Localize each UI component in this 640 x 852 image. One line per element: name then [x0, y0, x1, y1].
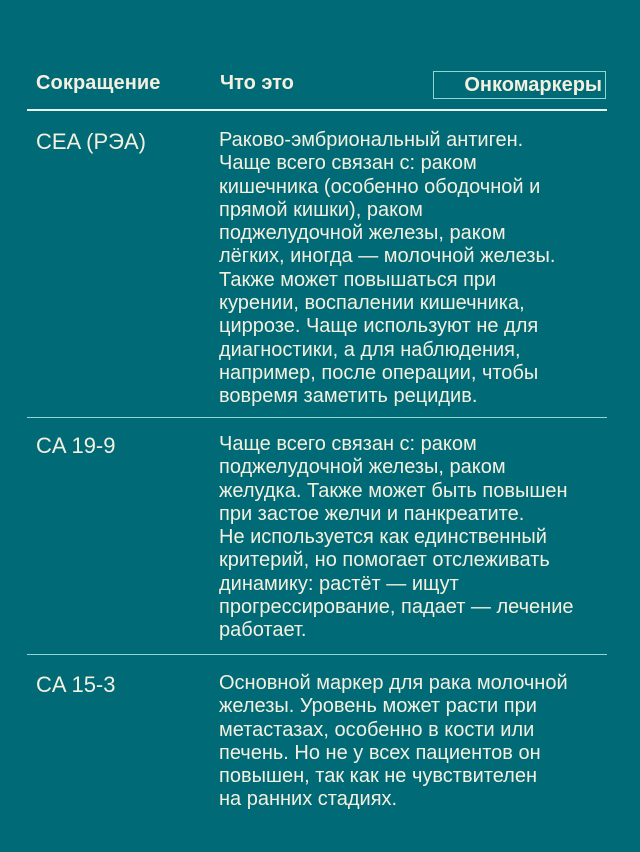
description-line: кишечника (особенно ободочной и	[219, 175, 541, 198]
description-line: при застое желчи и панкреатите.	[219, 502, 525, 525]
description-line: вовремя заметить рецидив.	[219, 385, 478, 408]
description-line: критерий, но помогает отслеживать	[219, 549, 550, 572]
description-line: поджелудочной железы, раком	[219, 222, 506, 245]
description-line: метастазах, особенно в кости или	[219, 718, 535, 741]
description-line: поджелудочной железы, раком	[219, 456, 506, 479]
row-divider	[27, 654, 607, 655]
description-line: прямой кишки), раком	[219, 198, 423, 221]
description-line: желудка. Также может быть повышен	[219, 479, 568, 502]
description-line: Чаще всего связан с: раком	[219, 152, 477, 175]
description-line: Также может повышаться при	[219, 268, 497, 291]
description-line: Не используется как единственный	[219, 526, 547, 549]
description-line: например, после операции, чтобы	[219, 361, 539, 384]
description-line: Основной маркер для рака молочной	[219, 672, 568, 694]
header-divider	[27, 109, 607, 111]
marker-abbreviation: CEA (РЭА)	[36, 129, 146, 154]
marker-description	[219, 433, 634, 643]
marker-description	[219, 672, 634, 812]
description-line: на ранних стадиях.	[219, 788, 398, 811]
marker-description	[219, 129, 634, 409]
description-line: лёгких, иногда — молочной железы.	[219, 245, 556, 268]
description-line: работает.	[219, 619, 307, 642]
description-line: железы. Уровень может расти при	[219, 695, 537, 718]
description-line: прогрессирование, падает — лечение	[219, 596, 574, 619]
row-divider	[27, 417, 607, 418]
description-line: Раково-эмбриональный антиген.	[219, 129, 524, 151]
marker-abbreviation: CA 19-9	[36, 433, 116, 458]
description-line: печень. Но не у всех пациентов он	[219, 741, 541, 764]
column-header-description: Что это	[220, 72, 294, 94]
column-header-abbreviation: Сокращение	[36, 72, 161, 94]
table-header	[0, 0, 640, 111]
description-line: циррозе. Чаще используют не для	[219, 315, 539, 338]
description-line: повышен, так как не чувствителен	[219, 765, 537, 788]
description-line: диагностики, а для наблюдения,	[219, 338, 521, 361]
marker-abbreviation: CA 15-3	[36, 672, 116, 697]
description-line: динамику: растёт — ищут	[219, 572, 459, 595]
description-line: Чаще всего связан с: раком	[219, 433, 477, 455]
description-line: курении, воспалении кишечника,	[219, 292, 525, 315]
category-tag: Онкомаркеры	[433, 71, 606, 99]
